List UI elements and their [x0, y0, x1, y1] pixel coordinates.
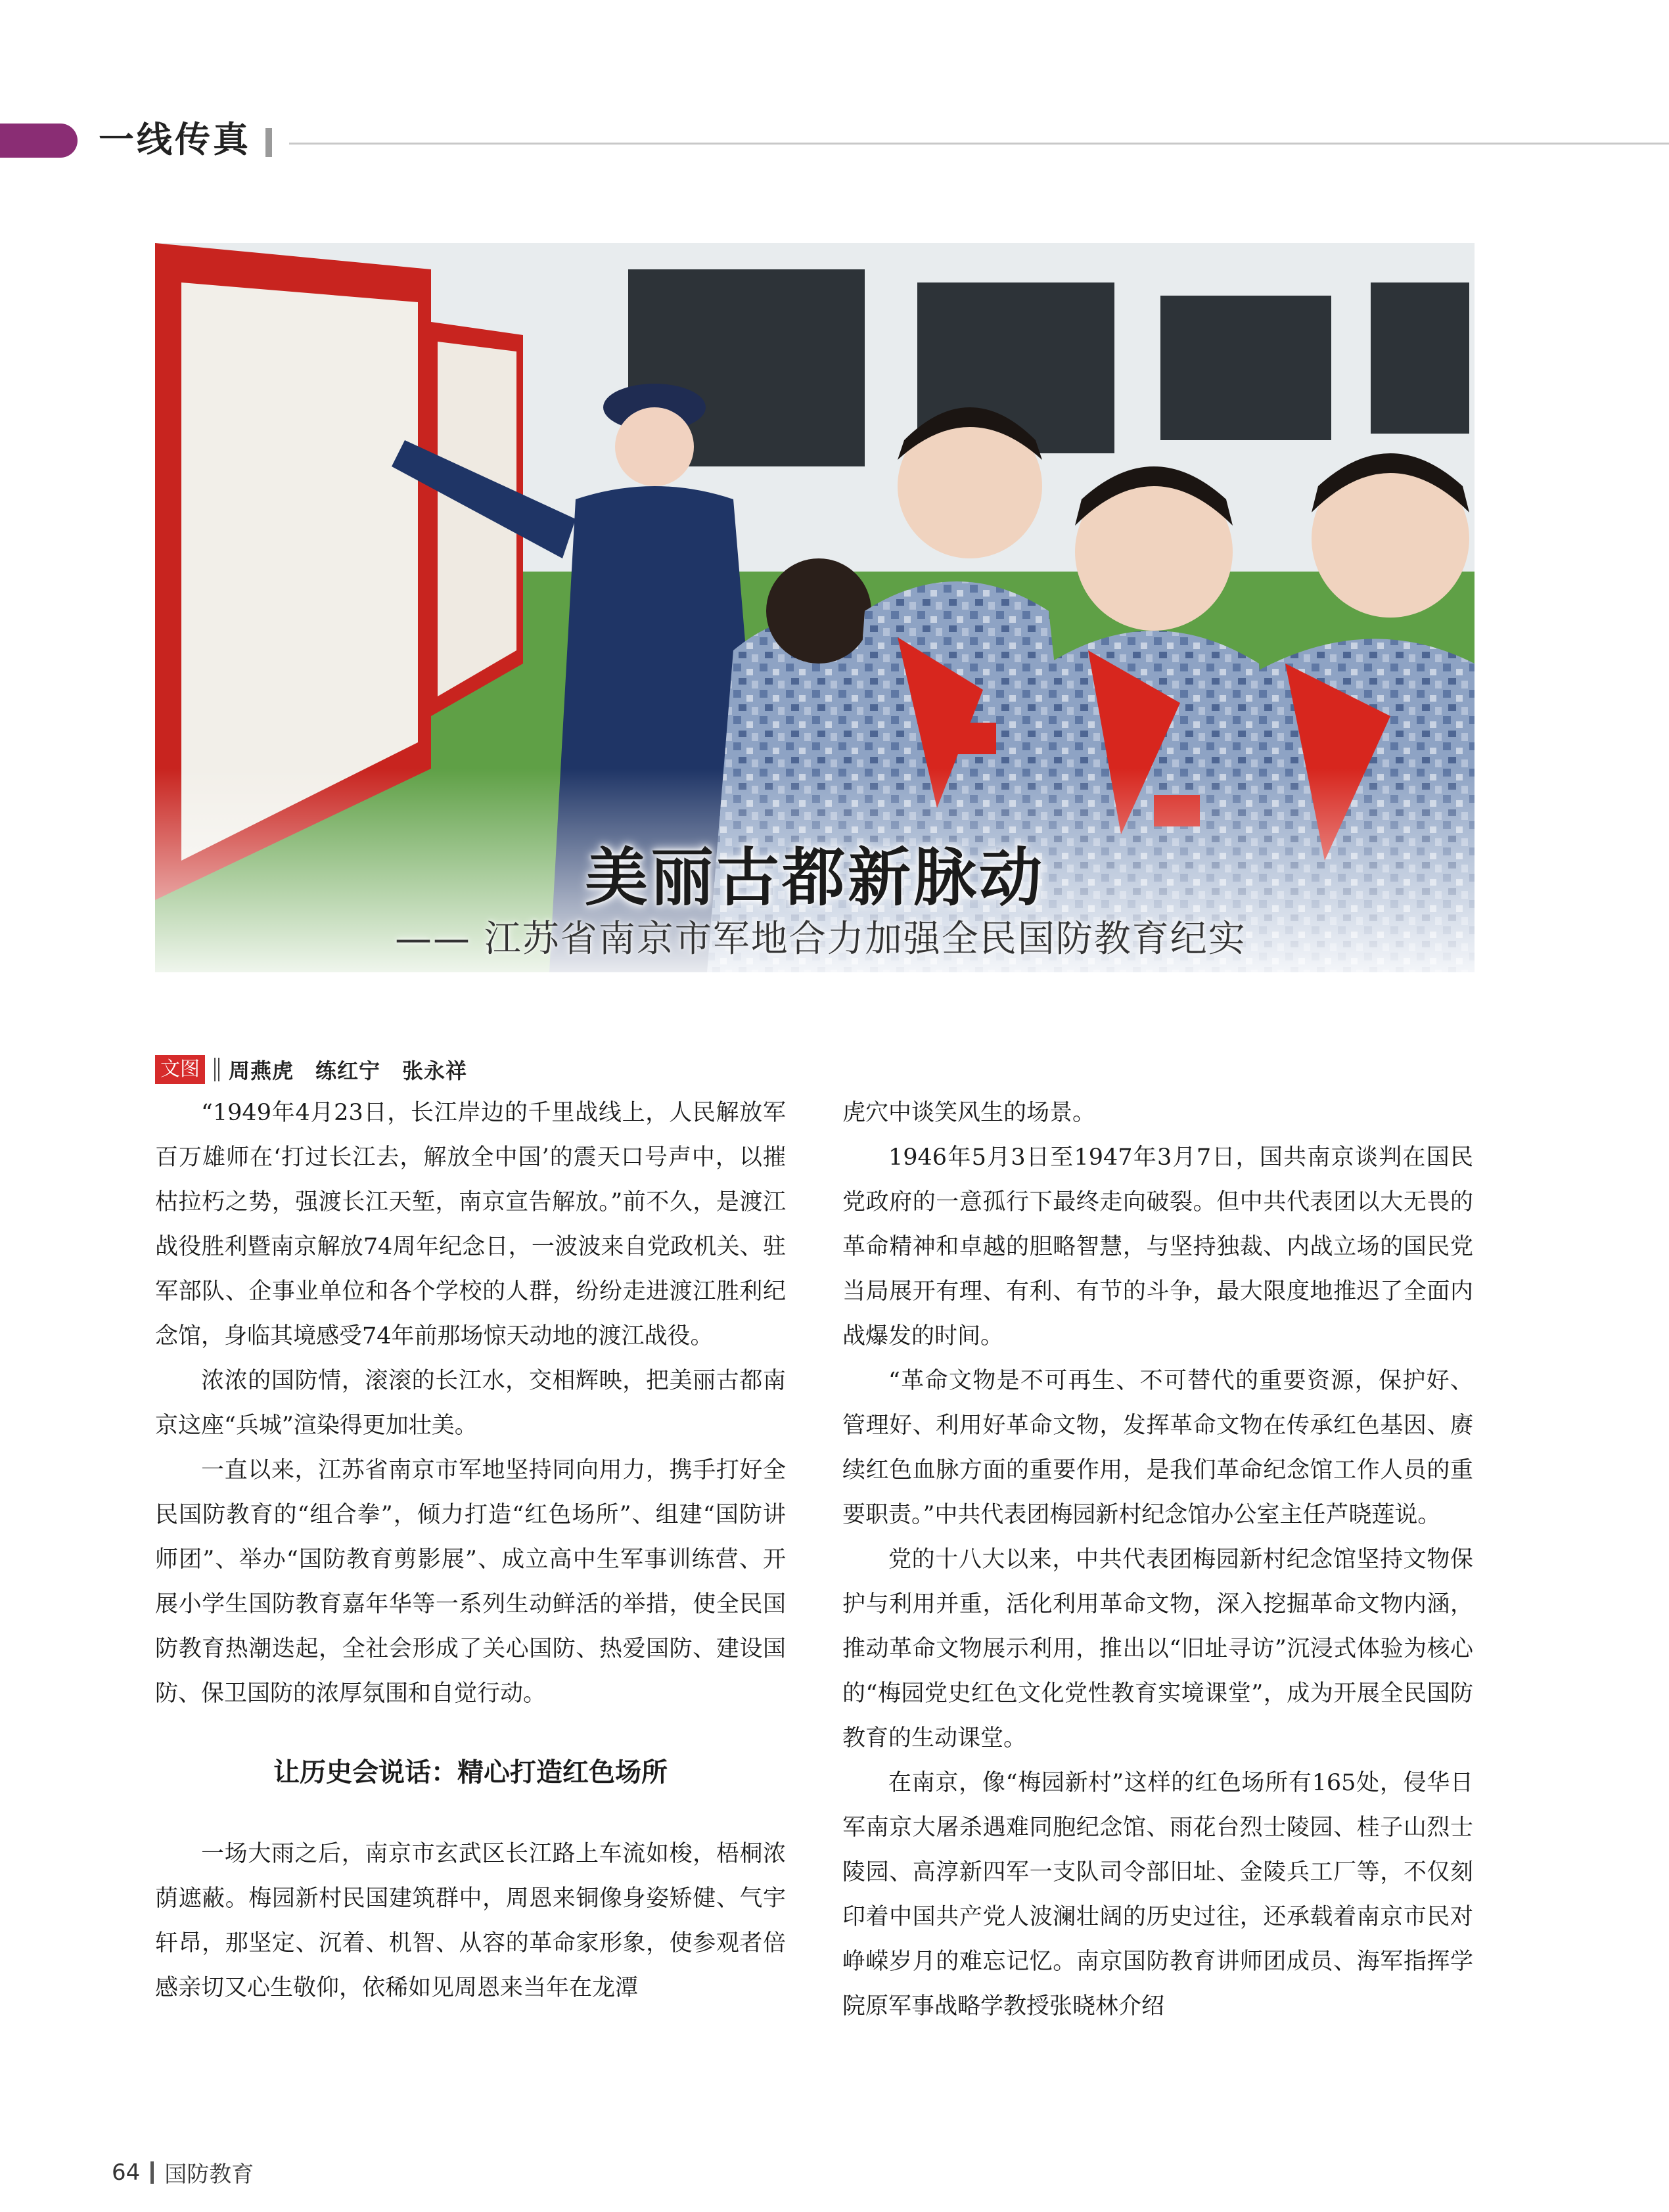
page-number: 64	[112, 2159, 141, 2186]
article-title: 美丽古都新脉动	[585, 841, 1045, 914]
section-heading: 让历史会说话：精心打造红色场所	[273, 1757, 668, 1788]
paragraph: 浓浓的国防情，滚滚的长江水，交相辉映，把美丽古都南京这座“兵城”渲染得更加壮美。	[155, 1368, 786, 1439]
section-title-divider	[265, 128, 272, 157]
byline	[155, 1054, 467, 1085]
paragraph: “革命文物是不可再生、不可替代的重要资源，保护好、管理好、利用好革命文物，发挥革命文物在传承红色基因、赓续红色血脉方面的重要作用，是我们革命纪念馆工作人员的重要职责。”中共代表团梅园新村纪念馆办公室主任芦晓莲说。	[842, 1368, 1473, 1528]
byline-separator	[214, 1058, 219, 1081]
article-photo	[155, 243, 1475, 972]
paragraph: 一场大雨之后，南京市玄武区长江路上车流如梭，梧桐浓荫遮蔽。梅园新村民国建筑群中，周恩来铜像身姿矫健、气宇轩昂，那坚定、沉着、机智、从容的革命家形象，使参观者倍感亲切又心生敬仰，依稀如见周恩来当年在龙潭	[155, 1841, 786, 2001]
page-footer	[112, 2156, 254, 2188]
right-column	[842, 1091, 1473, 2029]
left-column	[155, 1091, 786, 2010]
paragraph: 在南京，像“梅园新村”这样的红色场所有165处，侵华日军南京大屠杀遇难同胞纪念馆、雨花台烈士陵园、桂子山烈士陵园、高淳新四军一支队司令部旧址、金陵兵工厂等，不仅刻印着中国共产党人波澜壮阔的历史过往，还承载着南京市民对峥嵘岁月的难忘记忆。南京国防教育讲师团成员、海军指挥学院原军事战略学教授张晓林介绍	[842, 1770, 1473, 2020]
byline-authors: 周燕虎 练红宁 张永祥	[229, 1058, 468, 1083]
article-subtitle: —— 江苏省南京市军地合力加强全民国防教育纪实	[395, 918, 1246, 960]
paragraph: 1946年5月3日至1947年3月7日，国共南京谈判在国民党政府的一意孤行下最终走向破裂。但中共代表团以大无畏的革命精神和卓越的胆略智慧，与坚持独裁、内战立场的国民党当局展开有理、有利、有节的斗争，最大限度地推迟了全面内战爆发的时间。	[842, 1144, 1473, 1349]
magazine-name: 国防教育	[164, 2161, 254, 2188]
paragraph: 一直以来，江苏省南京市军地坚持同向用力，携手打好全民国防教育的“组合拳”，倾力打造“红色场所”、组建“国防讲师团”、举办“国防教育剪影展”、成立高中生军事训练营、开展小学生国防教育嘉年华等一系列生动鲜活的举措，使全民国防教育热潮迭起，全社会形成了关心国防、热爱国防、建设国防、保卫国防的浓厚氛围和自觉行动。	[155, 1457, 786, 1707]
paragraph-continuation: 虎穴中谈笑风生的场景。	[842, 1100, 1096, 1126]
section-title: 一线传真	[99, 119, 251, 160]
header-rule	[289, 143, 1669, 145]
section-color-tab	[0, 124, 78, 158]
byline-tag: 文图	[155, 1055, 205, 1084]
paragraph: “1949年4月23日，长江岸边的千里战线上，人民解放军百万雄师在‘打过长江去，解放全中国’的震天口号声中，以摧枯拉朽之势，强渡长江天堑，南京宣告解放。”前不久，是渡江战役胜利暨南京解放74周年纪念日，一波波来自党政机关、驻军部队、企事业单位和各个学校的人群，纷纷走进渡江胜利纪念馆，身临其境感受74年前那场惊天动地的渡江战役。	[155, 1100, 786, 1349]
footer-divider	[150, 2161, 154, 2184]
paragraph: 党的十八大以来，中共代表团梅园新村纪念馆坚持文物保护与利用并重，活化利用革命文物，深入挖掘革命文物内涵，推动革命文物展示利用，推出以“旧址寻访”沉浸式体验为核心的“梅园党史红色文化党性教育实境课堂”，成为开展全民国防教育的生动课堂。	[842, 1546, 1473, 1751]
